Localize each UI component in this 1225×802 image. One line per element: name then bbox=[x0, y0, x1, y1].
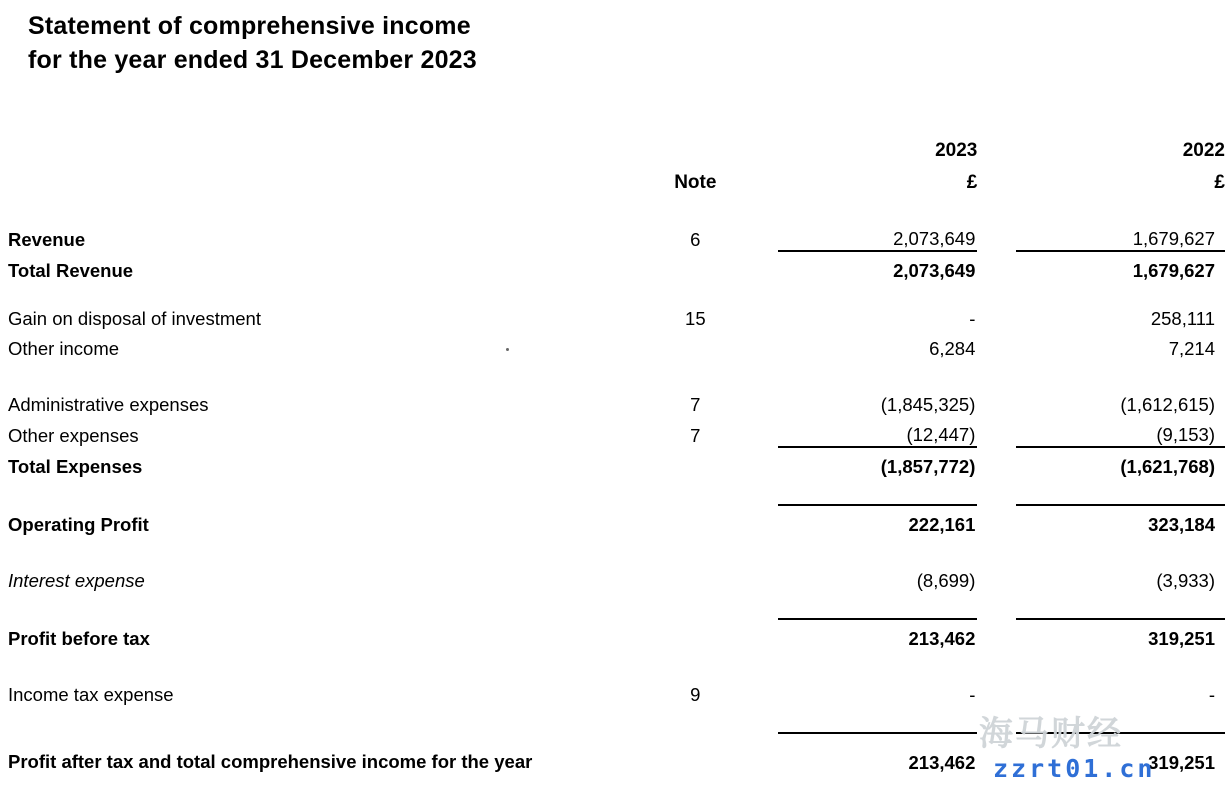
row-label: Administrative expenses bbox=[8, 394, 209, 415]
row-label: Income tax expense bbox=[8, 684, 174, 705]
row-value-2022: (1,612,615) bbox=[1120, 394, 1215, 415]
header-currency-2022: £ bbox=[1214, 172, 1225, 193]
row-label: Total Revenue bbox=[8, 260, 134, 281]
row-value-2022: 1,679,627 bbox=[1016, 251, 1225, 282]
header-blank-label-2 bbox=[0, 164, 636, 194]
watermark-brand: 海马财经 bbox=[979, 714, 1123, 754]
row-label: Operating Profit bbox=[8, 514, 149, 535]
row-value-2022: 258,111 bbox=[1150, 308, 1215, 329]
row-value-2023: (1,857,772) bbox=[778, 447, 978, 478]
spacer-row bbox=[0, 706, 1225, 733]
row-note bbox=[636, 447, 754, 478]
row-note: 6 bbox=[690, 229, 701, 250]
row-note bbox=[636, 619, 754, 650]
table-row bbox=[0, 416, 1225, 447]
table-row bbox=[0, 447, 1225, 478]
header-year-2023: 2023 bbox=[935, 140, 978, 161]
spacer-row bbox=[0, 282, 1225, 300]
row-value-2022: (3,933) bbox=[1156, 570, 1215, 591]
row-value-2023: 213,462 bbox=[778, 619, 978, 650]
row-value-2023: 2,073,649 bbox=[893, 228, 976, 249]
row-value-2023: (12,447) bbox=[906, 424, 976, 445]
row-value-2023: 2,073,649 bbox=[778, 251, 978, 282]
row-value-2022: 7,214 bbox=[1168, 338, 1215, 359]
row-value-2023: 213,462 bbox=[778, 733, 978, 774]
row-value-2022: 319,251 bbox=[1016, 733, 1225, 774]
row-note bbox=[636, 251, 754, 282]
row-label: Profit before tax bbox=[8, 628, 150, 649]
row-value-2022: 323,184 bbox=[1016, 505, 1225, 536]
spacer-row bbox=[0, 194, 1225, 220]
table-row bbox=[0, 676, 1225, 706]
table-row bbox=[0, 386, 1225, 416]
spacer-row bbox=[0, 592, 1225, 619]
row-value-2022: (9,153) bbox=[1156, 424, 1215, 445]
row-note: 9 bbox=[690, 684, 701, 705]
table-row bbox=[0, 733, 1225, 774]
spacer-row bbox=[0, 360, 1225, 386]
table-row bbox=[0, 330, 1225, 360]
row-label: Revenue bbox=[8, 229, 86, 250]
spacer-row bbox=[0, 536, 1225, 562]
row-value-2023: 222,161 bbox=[778, 505, 978, 536]
header-currency-2023: £ bbox=[966, 172, 978, 193]
row-value-2023: (8,699) bbox=[916, 570, 976, 591]
header-note: Note bbox=[674, 172, 717, 193]
header-blank-label bbox=[0, 128, 636, 164]
header-blank-note bbox=[636, 128, 754, 164]
row-value-2022: (1,621,768) bbox=[1016, 447, 1225, 478]
table-row bbox=[0, 505, 1225, 536]
table-header-currency-row bbox=[0, 164, 1225, 194]
watermark-url: zzrt01.cn bbox=[993, 754, 1156, 783]
table-row bbox=[0, 562, 1225, 592]
title-line-2: for the year ended 31 December 2023 bbox=[28, 45, 477, 74]
table-row bbox=[0, 220, 1225, 251]
row-note bbox=[636, 330, 754, 360]
table-row bbox=[0, 619, 1225, 650]
table-header-year-row bbox=[0, 128, 1225, 164]
income-statement-table bbox=[0, 128, 1225, 774]
row-note: 7 bbox=[690, 425, 701, 446]
row-label: Other income bbox=[8, 338, 120, 359]
row-label: Total Expenses bbox=[8, 456, 143, 477]
row-value-2023: 6,284 bbox=[929, 338, 976, 359]
spacer-row bbox=[0, 650, 1225, 676]
row-value-2023: - bbox=[969, 684, 976, 705]
row-note: 15 bbox=[685, 308, 706, 329]
row-label: Interest expense bbox=[8, 570, 145, 591]
row-value-2023: - bbox=[969, 308, 976, 329]
row-note bbox=[636, 562, 754, 592]
table-row bbox=[0, 251, 1225, 282]
row-value-2022: 1,679,627 bbox=[1132, 228, 1215, 249]
row-note bbox=[636, 505, 754, 536]
row-value-2022: 319,251 bbox=[1016, 619, 1225, 650]
table-row bbox=[0, 300, 1225, 330]
row-label: Gain on disposal of investment bbox=[8, 308, 261, 329]
row-value-2022: - bbox=[1208, 684, 1215, 705]
row-note bbox=[636, 733, 754, 774]
row-label: Profit after tax and total comprehensive income for the year bbox=[8, 750, 533, 772]
row-note: 7 bbox=[690, 394, 701, 415]
spacer-row bbox=[0, 478, 1225, 505]
title-line-1: Statement of comprehensive income bbox=[28, 12, 471, 40]
row-value-2023: (1,845,325) bbox=[880, 394, 976, 415]
header-year-2022: 2022 bbox=[1182, 140, 1225, 161]
page-title bbox=[28, 10, 477, 78]
row-label: Other expenses bbox=[8, 425, 139, 446]
